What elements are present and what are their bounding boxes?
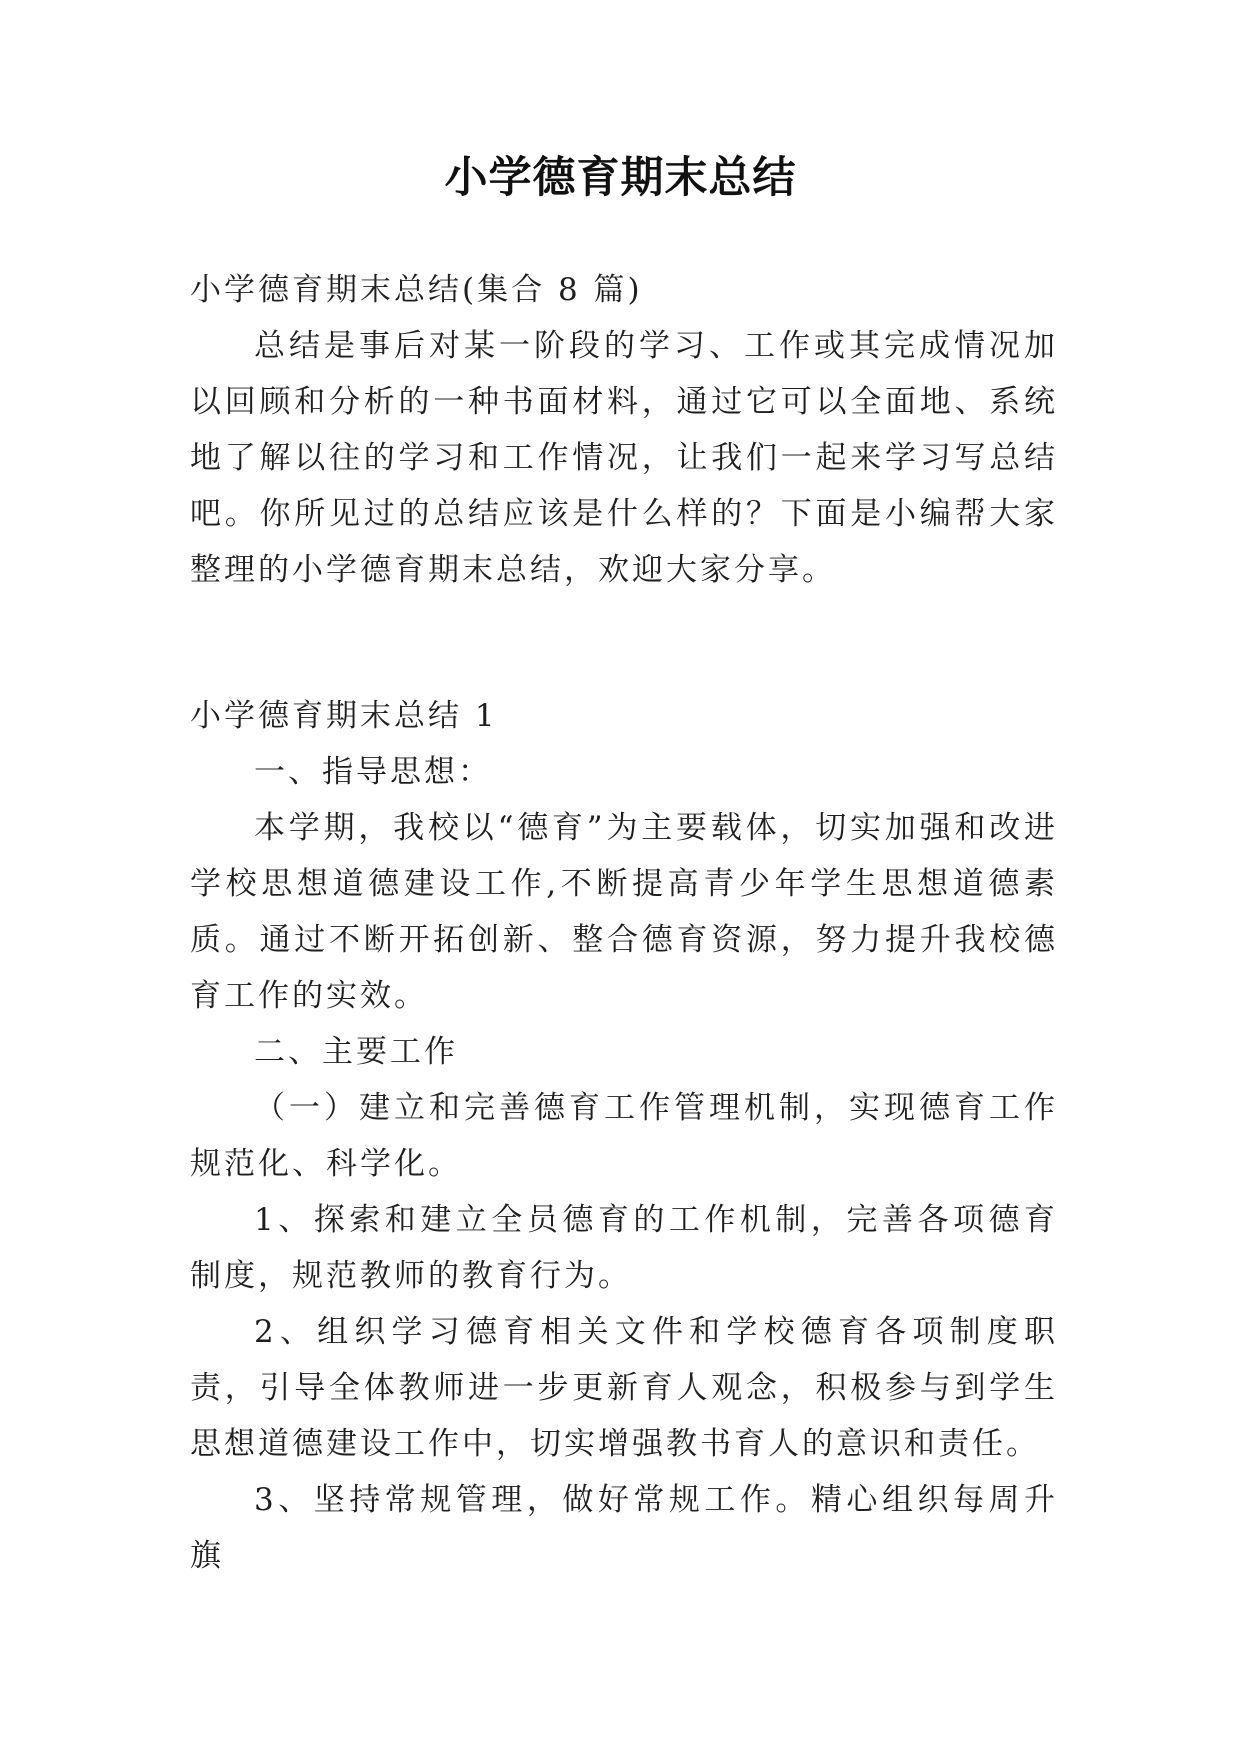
document-subtitle: 小学德育期末总结(集合 8 篇) [190, 272, 643, 308]
section-spacer [190, 598, 1058, 688]
heading-guiding-ideology: 一、指导思想： [254, 754, 492, 790]
intro-paragraph: 总结是事后对某一阶段的学习、工作或其完成情况加以回顾和分析的一种书面材料，通过它可以全面地、系统地了解以往的学习和工作情况，让我们一起来学习写总结吧。你所见过的总结应该是什么样的？下面是小编帮大家整理的小学德育期末总结，欢迎大家分享。 [190, 328, 1058, 588]
section-heading: 小学德育期末总结 1 [190, 698, 498, 734]
list-item: 2、组织学习德育相关文件和学校德育各项制度职责，引导全体教师进一步更新育人观念，积极参与到学生思想道德建设工作中，切实增强教书育人的意识和责任。 [190, 1314, 1058, 1462]
heading-main-work: 二、主要工作 [254, 1034, 458, 1070]
subheading-mechanism: （一）建立和完善德育工作管理机制，实现德育工作规范化、科学化。 [190, 1090, 1058, 1182]
document-title: 小学德育期末总结 [444, 153, 797, 203]
list-item: 1、探索和建立全员德育的工作机制，完善各项德育制度，规范教师的教育行为。 [190, 1202, 1058, 1294]
document-body [190, 262, 1058, 1584]
list-item: 3、坚持常规管理，做好常规工作。精心组织每周升旗 [190, 1482, 1058, 1574]
body-paragraph: 本学期，我校以“德育”为主要载体，切实加强和改进学校思想道德建设工作,不断提高青少年学生思想道德素质。通过不断开拓创新、整合德育资源，努力提升我校德育工作的实效。 [190, 810, 1058, 1014]
